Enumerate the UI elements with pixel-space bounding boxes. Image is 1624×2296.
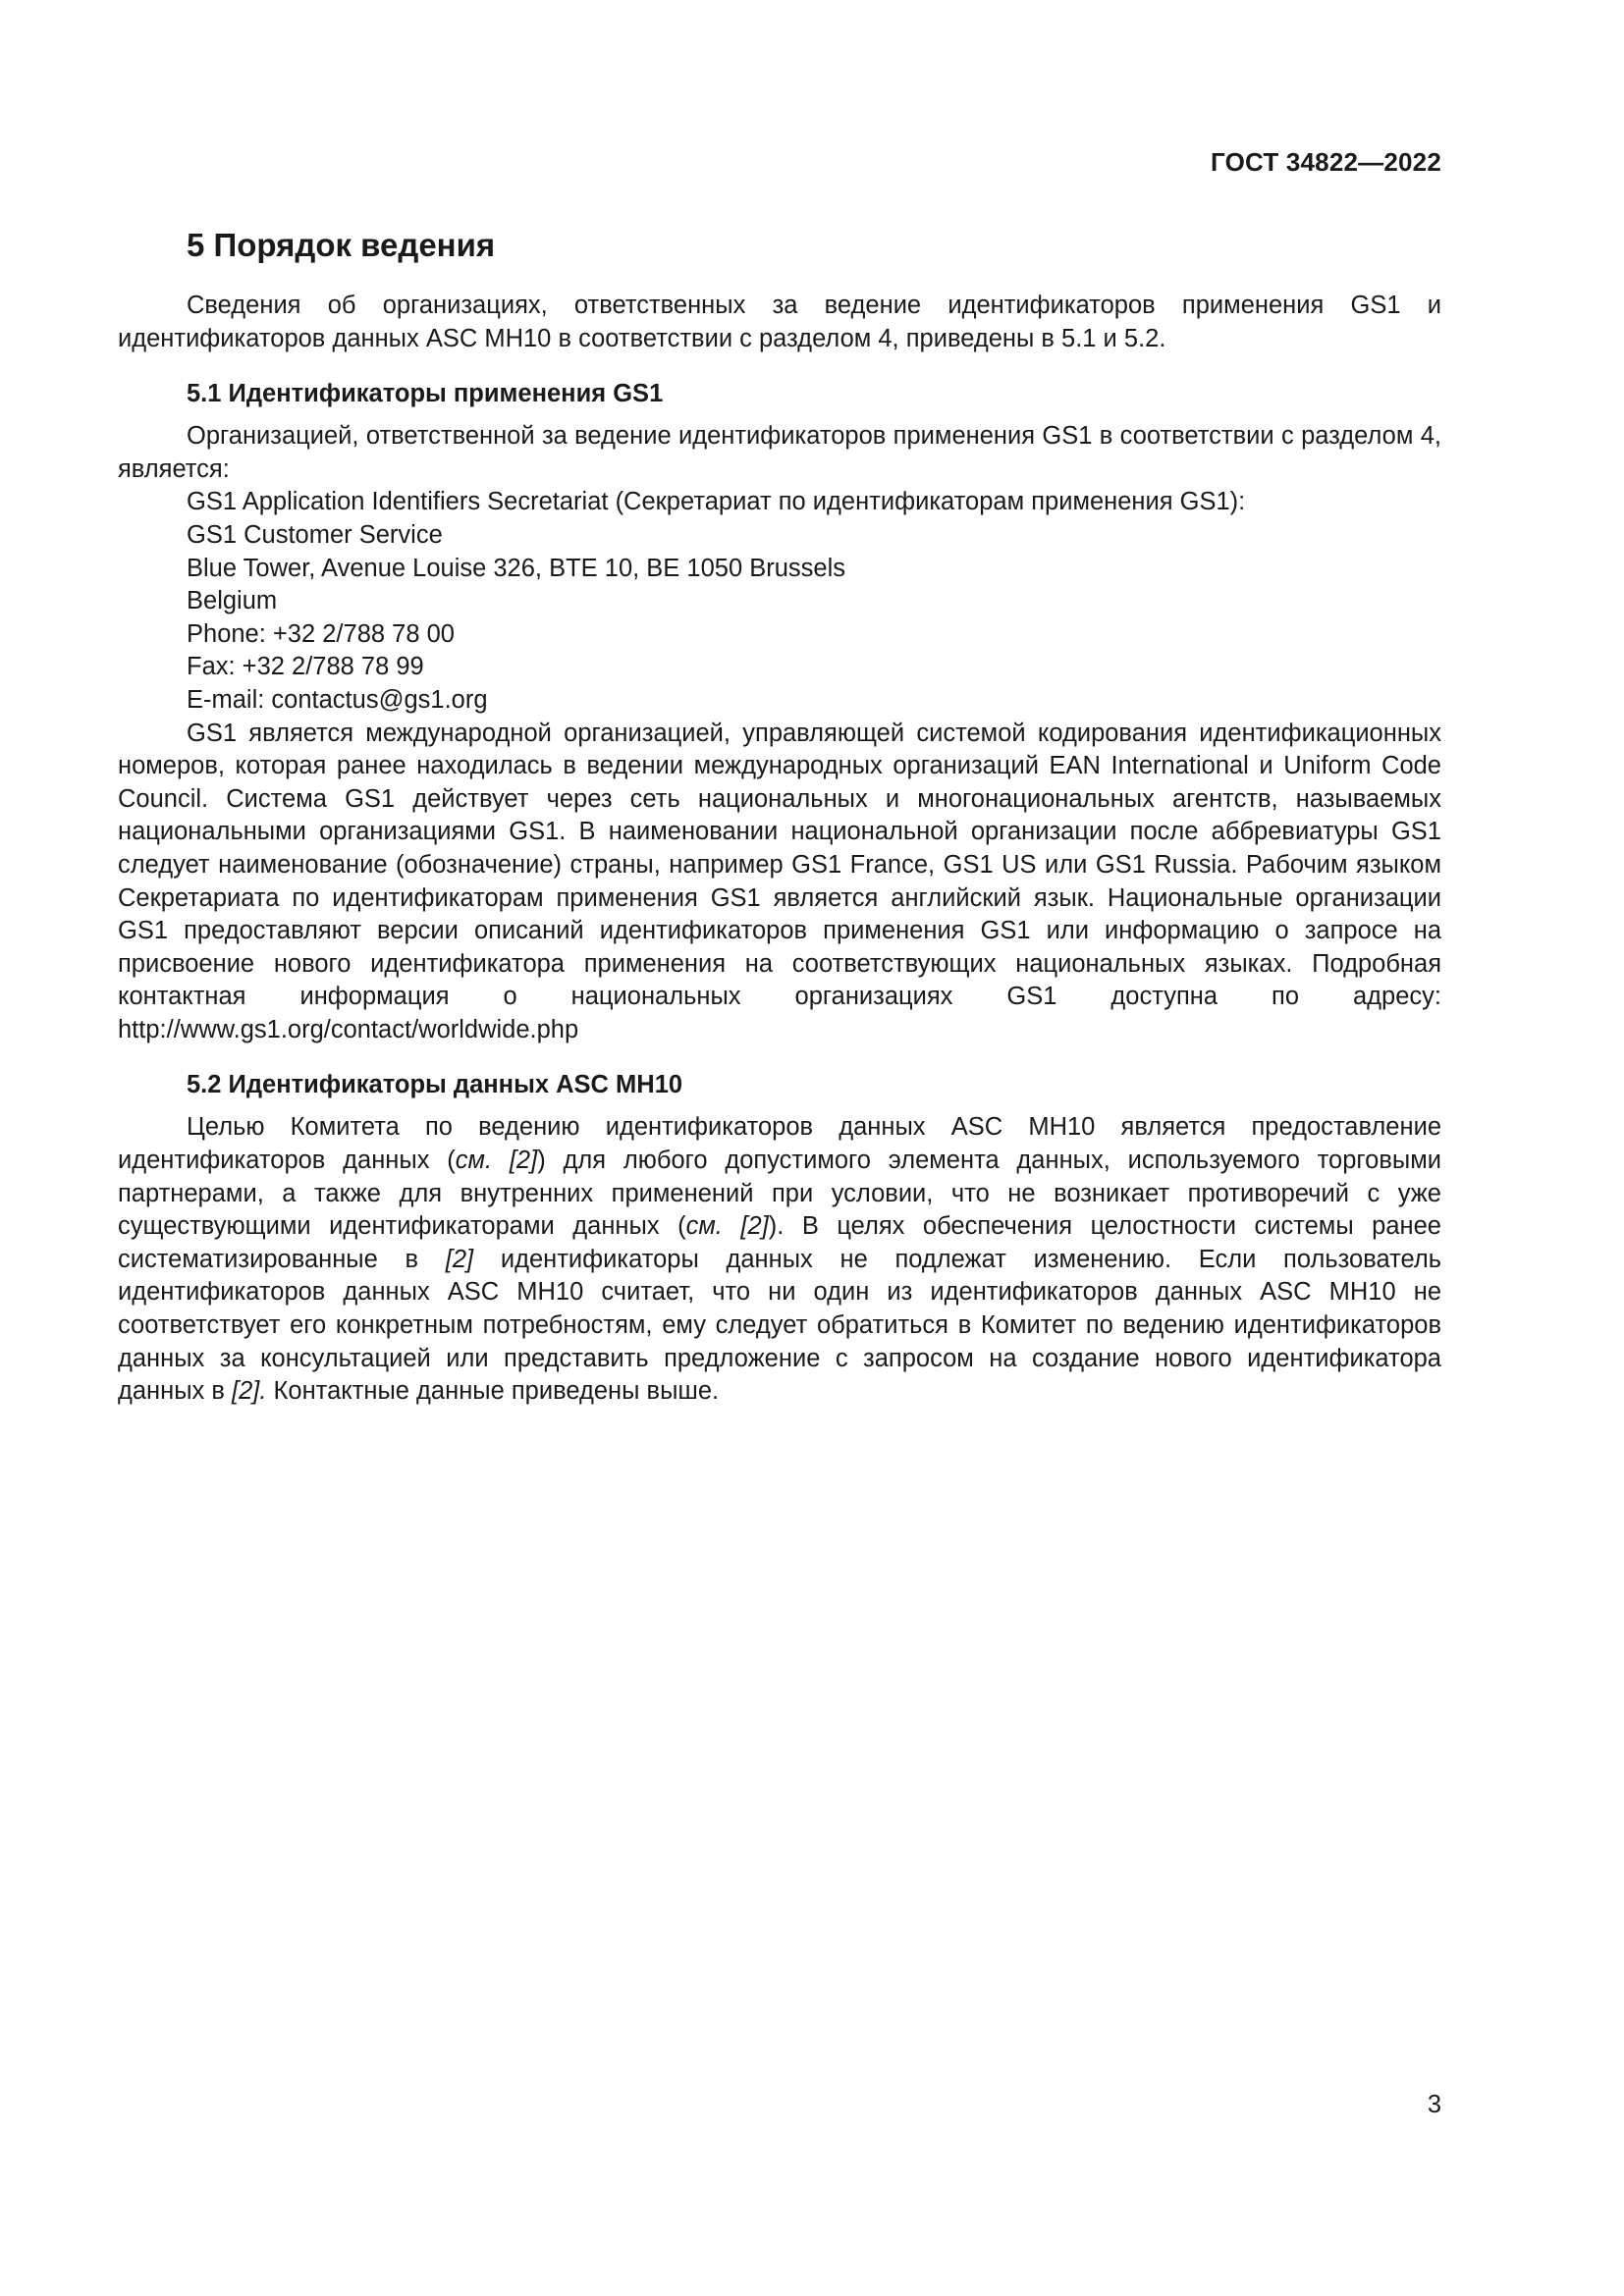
phone-line: Phone: +32 2/788 78 00 xyxy=(187,619,455,648)
address-line: Blue Tower, Avenue Louise 326, BTE 10, BE 1050 Brussels xyxy=(187,554,845,582)
address-line: GS1 Customer Service xyxy=(187,520,443,549)
reference: см. [2] xyxy=(455,1147,538,1175)
section-5-1-body: GS1 является международной организацией, управляющей системой кодирования идентификационных номеров, которая ранее находилась в ведении международных организаций EAN International и Uniform Code Council. Система GS1 действует через сеть национальных и многонациональных агентств, называемых национальными организациями GS1. В наименовании национальной организации после аббревиатуры GS1 следует наименование (обозначение) страны, например GS1 France, GS1 US или GS1 Russia. Рабочим языком Секретариата по идентификаторам применения GS1 является английский язык. Национальные организации GS1 предоставляют версии описаний идентификаторов применения GS1 или информацию о запросе на присвоение нового идентификатора применения на соответствующих национальных языках. Подробная контактная информация о национальных организациях GS1 доступна по адресу: http://www.gs1.org/contact/worldwide.php xyxy=(118,719,1441,1043)
reference: [2] xyxy=(445,1245,474,1273)
reference: см. [2] xyxy=(685,1212,769,1241)
address-line: GS1 Application Identifiers Secretariat (Секретариат по идентификаторам применения GS1): xyxy=(187,488,1246,516)
reference: [2]. xyxy=(232,1377,267,1406)
page-content xyxy=(118,223,1441,1409)
section-5-2-title: 5.2 Идентификаторы данных ASC MH10 xyxy=(187,1071,683,1099)
fax-line: Fax: +32 2/788 78 99 xyxy=(187,653,424,681)
text-segment: Целью Комитета по ведению идентификаторов данных ASC MH10 является предоставление идентификаторов данных ( xyxy=(118,1113,1441,1175)
section-5-title: 5 Порядок ведения xyxy=(187,227,496,263)
text-segment: ) для любого допустимого элемента данных, используемого торговыми партнерами, а также для внутренних применений при условии, что не возникает противоречий с уже существующими идентификаторами данных ( xyxy=(118,1147,1441,1241)
document-id: ГОСТ 34822—2022 xyxy=(1211,147,1441,177)
page-number: 3 xyxy=(1427,2091,1441,2118)
text-segment: Контактные данные приведены выше. xyxy=(266,1377,720,1406)
address-line: Belgium xyxy=(187,587,278,615)
section-5-1-title: 5.1 Идентификаторы применения GS1 xyxy=(187,380,664,408)
text-segment: идентификаторы данных не подлежат изменению. Если пользователь идентификаторов данных ASC MH10 считает, что ни один из идентификаторов данных ASC MH10 не соответствует его конкретным потребностям, ему следует обратиться в Комитет по ведению идентификаторов данных за консультацией или представить предложение с запросом на создание нового идентификатора данных в xyxy=(118,1245,1442,1406)
section-5-2-body xyxy=(118,1111,1441,1408)
text-segment: ). В целях обеспечения целостности системы ранее систематизированные в xyxy=(118,1212,1441,1273)
email-line: E-mail: contactus@gs1.org xyxy=(187,685,488,714)
section-5-intro: Сведения об организациях, ответственных за ведение идентификаторов применения GS1 и идентификаторов данных ASC MH10 в соответствии с разделом 4, приведены в 5.1 и 5.2. xyxy=(118,292,1441,352)
section-5-1-intro: Организацией, ответственной за ведение идентификаторов применения GS1 в соответствии с разделом 4, является: xyxy=(118,422,1441,483)
gs1-contact-address xyxy=(118,486,1441,717)
